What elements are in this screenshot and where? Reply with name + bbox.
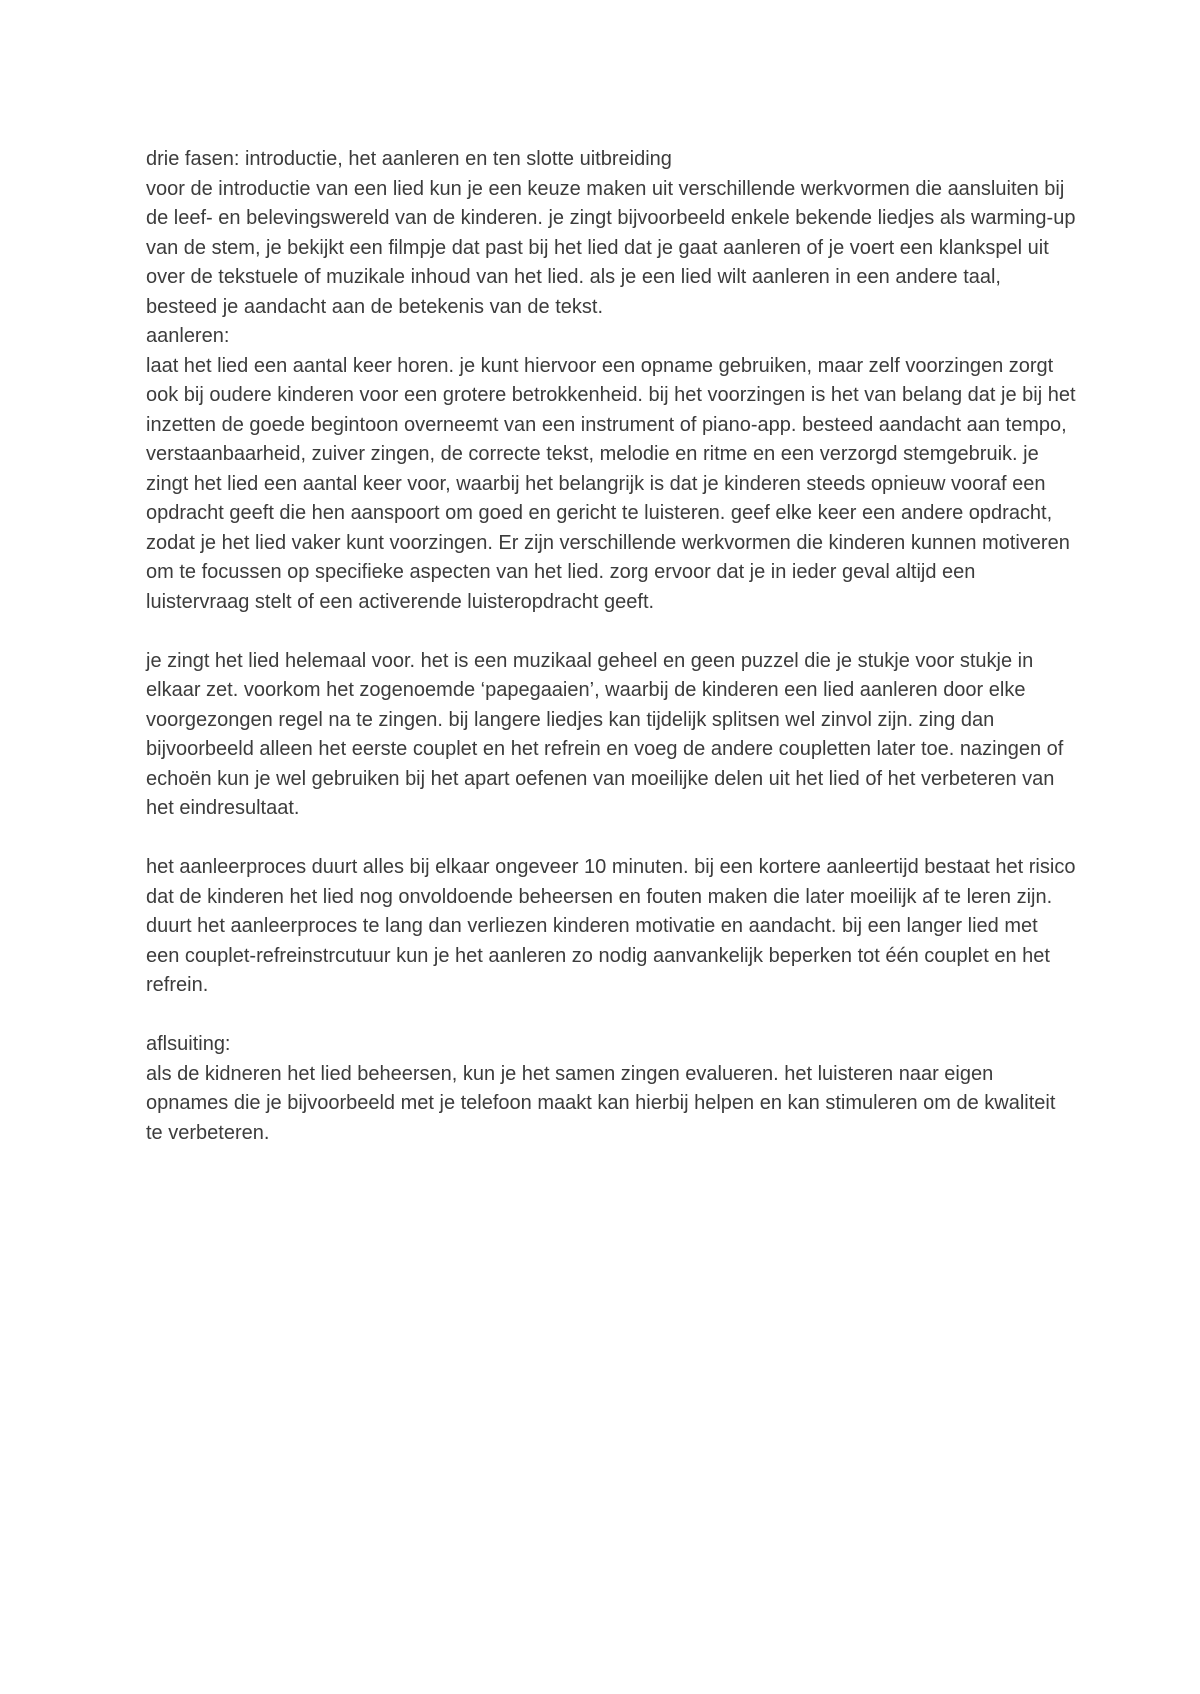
section-label-aanleren: aanleren:	[146, 325, 230, 347]
aanleren-paragraph: je zingt het lied helemaal voor. het is een muzikaal geheel en geen puzzel die je stukje voor stukje in elkaar zet. voorkom het zogenoemde ‘papegaaien’, waarbij de kinderen een lied aanleren door elke voorgezongen regel na te zingen. bij langere liedjes kan tijdelijk splitsen wel zinvol zijn. zing dan bijvoorbeeld alleen het eerste couplet en het refrein en voeg de andere coupletten later toe. nazingen of echoën kun je wel gebruiken bij het apart oefenen van moeilijke delen uit het lied of het verbeteren van het eindresultaat.	[146, 649, 1064, 819]
aanleren-paragraph: het aanleerproces duurt alles bij elkaar ongeveer 10 minuten. bij een kortere aanleertijd bestaat het risico dat de kinderen het lied nog onvoldoende beheersen en fouten maken die later moeilijk af te leren zijn. duurt het aanleerproces te lang dan verliezen kinderen motivatie en aandacht. bij een langer lied met een couplet-refreinstrcutuur kun je het aanleren zo nodig aanvankelijk beperken tot één couplet en het refrein.	[146, 856, 1076, 996]
paragraph-spacer	[146, 617, 1076, 647]
intro-paragraph: voor de introductie van een lied kun je een keuze maken uit verschillende werkvormen die aansluiten bij de leef- en belevingswereld van de kinderen. je zingt bijvoorbeeld enkele bekende liedjes als warming-up van de stem, je bekijkt een filmpje dat past bij het lied dat je gaat aanleren of je voert een klankspel uit over de tekstuele of muzikale inhoud van het lied. als je een lied wilt aanleren in een andere taal, besteed je aandacht aan de betekenis van de tekst.	[146, 177, 1076, 318]
section-label-afsluiting: aflsuiting:	[146, 1033, 231, 1055]
document-body	[146, 145, 1076, 1148]
paragraph-spacer	[146, 1001, 1076, 1031]
afsluiting-paragraph: als de kidneren het lied beheersen, kun je het samen zingen evalueren. het luisteren naar eigen opnames die je bijvoorbeeld met je telefoon maakt kan hierbij helpen en kan stimuleren om de kwaliteit te verbeteren.	[146, 1062, 1056, 1144]
paragraph-spacer	[146, 824, 1076, 854]
document-heading: drie fasen: introductie, het aanleren en ten slotte uitbreiding	[146, 148, 672, 170]
aanleren-paragraph: laat het lied een aantal keer horen. je kunt hiervoor een opname gebruiken, maar zelf voorzingen zorgt ook bij oudere kinderen voor een grotere betrokkenheid. bij het voorzingen is het van belang dat je bij het inzetten de goede begintoon overneemt van een instrument of piano-app. besteed aandacht aan tempo, verstaanbaarheid, zuiver zingen, de correcte tekst, melodie en ritme en een verzorgd stemgebruik. je zingt het lied een aantal keer voor, waarbij het belangrijk is dat je kinderen steeds opnieuw vooraf een opdracht geeft die hen aanspoort om goed en gericht te luisteren. geef elke keer een andere opdracht, zodat je het lied vaker kunt voorzingen. Er zijn verschillende werkvormen die kinderen kunnen motiveren om te focussen op specifieke aspecten van het lied. zorg ervoor dat je in ieder geval altijd een luistervraag stelt of een activerende luisteropdracht geeft.	[146, 354, 1076, 613]
